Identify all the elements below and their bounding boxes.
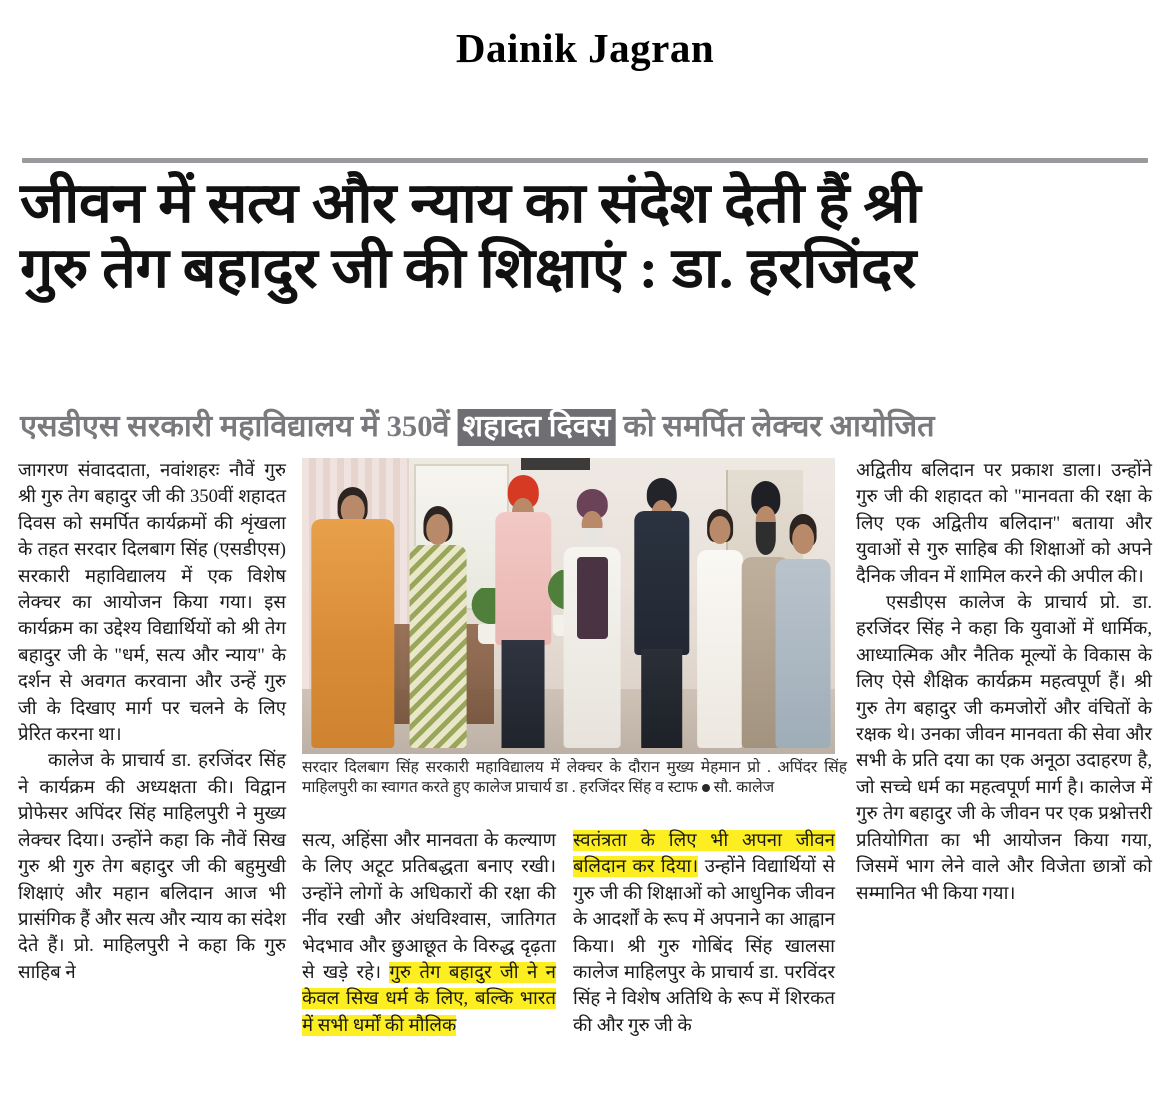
subheadline-highlight: शहादत दिवस	[457, 409, 615, 446]
masthead-title: Dainik Jagran	[455, 25, 715, 71]
caption-bullet-icon	[702, 784, 710, 792]
headline	[20, 173, 1152, 306]
article-column-1	[18, 458, 286, 986]
photo-person-5-body	[634, 511, 689, 654]
photo-caption-credit: सौ. कालेज	[713, 779, 775, 796]
photo-person-8	[771, 499, 835, 748]
photo-wall-frame	[521, 458, 590, 470]
photo-person-8-body	[776, 559, 831, 748]
article-column-2	[302, 828, 556, 1039]
col2-paragraph	[302, 828, 556, 1039]
article-column-3	[573, 828, 835, 1039]
col4-paragraph-2: एसडीएस कालेज के प्राचार्य प्रो. डा. हरजिंदर सिंह ने कहा कि युवाओं में धार्मिक, आध्यात्मिक और नैतिक मूल्यों के विकास के लिए ऐसे शैक्षिक कार्यक्रम महत्वपूर्ण हैं। श्री गुरु तेग बहादुर जी कमजोरों और वंचितों के रक्षक थे। उनका जीवन मानवता की सेवा और सभी के प्रति दया का एक अनूठा उदाहरण है, जो सच्चे धर्म का महत्वपूर्ण मार्ग है। कालेज में गुरु तेग बहादुर जी के जीवन पर एक प्रश्नोत्तरी प्रतियोगिता का भी आयोजन किया गया, जिसमें भाग लेने वाले और विजेता छात्रों को सम्मानित भी किया गया।	[856, 592, 1152, 904]
photo-caption-text: सरदार दिलबाग सिंह सरकारी महाविद्यालय में लेक्चर के दौरान मुख्य मेहमान प्रो . अपिंदर सिंह माहिलपुरी का स्वागत करते हुए कालेज प्राचार्य डा . हरजिंदर सिंह व स्टाफ	[302, 759, 847, 796]
col1-paragraph-2: कालेज के प्राचार्य डा. हरजिंदर सिंह ने कार्यक्रम की अध्यक्षता की। विद्वान प्रोफेसर अपिंदर सिंह माहिलपुरी ने मुख्य लेक्चर दिया। उन्होंने कहा कि नौवें सिख गुरु श्री गुरु तेग बहादुर जी की बहुमुखी शिक्षाएं और महान बलिदान आज भी प्रासंगिक हैं और सत्य और न्याय का संदेश देते हैं। प्रो. माहिलपुरी ने कहा कि गुरु साहिब ने	[18, 750, 286, 983]
photo-person-5	[627, 473, 696, 748]
subheadline-after: को समर्पित लेक्चर आयोजित	[615, 410, 935, 443]
col1-paragraph-1: जागरण संवाददाता, नवांशहरः नौवें गुरु श्री गुरु तेग बहादुर जी की 350वीं शहादत दिवस को समर्पित कार्यक्रमों की शृंखला के तहत सरदार दिलबाग सिंह (एसडीएस) सरकारी महाविद्यालय में एक विशेष लेक्चर का आयोजन किया गया। इस कार्यक्रम का उद्देश्य विद्यार्थियों को श्री तेग बहादुर जी के "धर्म, सत्य और न्याय" के दर्शन से अवगत करवाना और उन्हें गुरु जी के दिखाए मार्ग पर चलने के लिए प्रेरित करना था।	[18, 460, 286, 746]
photo-person-4-vest	[577, 557, 607, 639]
photo-scene	[302, 458, 835, 754]
headline-line-1: जीवन में सत्य और न्याय का संदेश देती हैं श्री	[20, 173, 921, 235]
photo-person-2-body	[410, 545, 467, 748]
article-column-4	[856, 458, 1152, 907]
article-photo	[302, 458, 835, 754]
col2-plain-text: सत्य, अहिंसा और मानवता के कल्याण के लिए अटूट प्रतिबद्धता बनाए रखी। उन्होंने लोगों के अधिकारों की रक्षा की नींव रखी और अंधविश्वास, जातिगत भेदभाव और छुआछूत के विरुद्ध दृढ़ता से खड़े रहे।	[302, 830, 556, 984]
photo-person-2	[403, 488, 472, 748]
headline-line-2: गुरु तेग बहादुर जी की शिक्षाएं : डा. हरजिंदर	[20, 238, 916, 301]
photo-person-6-head	[710, 516, 731, 544]
col3-plain-text: उन्होंने विद्यार्थियों से गुरु जी की शिक्षाओं को आधुनिक जीवन के आदर्शों के रूप में अपनाने का आह्वान किया। श्री गुरु गोबिंद सिंह खालसा कालेज माहिलपुर के प्राचार्य डा. परविंदर सिंह ने विशेष अतिथि के रूप में शिरकत की और गुरु जी के	[573, 856, 835, 1036]
photo-person-1-body	[311, 519, 394, 748]
photo-person-5-legs	[641, 649, 683, 748]
photo-person-8-head	[792, 524, 814, 554]
header-divider-rule	[22, 158, 1148, 163]
photo-person-2-head	[426, 514, 450, 545]
subheadline	[20, 404, 1170, 445]
photo-person-1	[307, 476, 398, 748]
photo-person-3-legs	[502, 640, 545, 749]
col2-highlighted-text: गुरु तेग बहादुर जी ने न केवल सिख धर्म के लिए, बल्कि भारत में सभी धर्मों की मौलिक	[302, 962, 557, 1036]
col3-paragraph	[573, 828, 835, 1039]
photo-caption	[302, 758, 847, 798]
col4-paragraph-1: अद्वितीय बलिदान पर प्रकाश डाला। उन्होंने गुरु जी की शहादत को "मानवता की रक्षा के लिए एक अद्वितीय बलिदान" बताया और युवाओं से गुरु साहिब की शिक्षाओं को अपने दैनिक जीवन में शामिल करने की अपील की।	[856, 460, 1152, 587]
col3-highlighted-text: स्वतंत्रता के लिए भी अपना जीवन बलिदान कर दिया।	[573, 830, 835, 878]
subheadline-before: एसडीएस सरकारी महाविद्यालय में 350वें	[20, 410, 458, 443]
photo-person-4	[558, 476, 627, 748]
article-columns	[18, 458, 1152, 1088]
